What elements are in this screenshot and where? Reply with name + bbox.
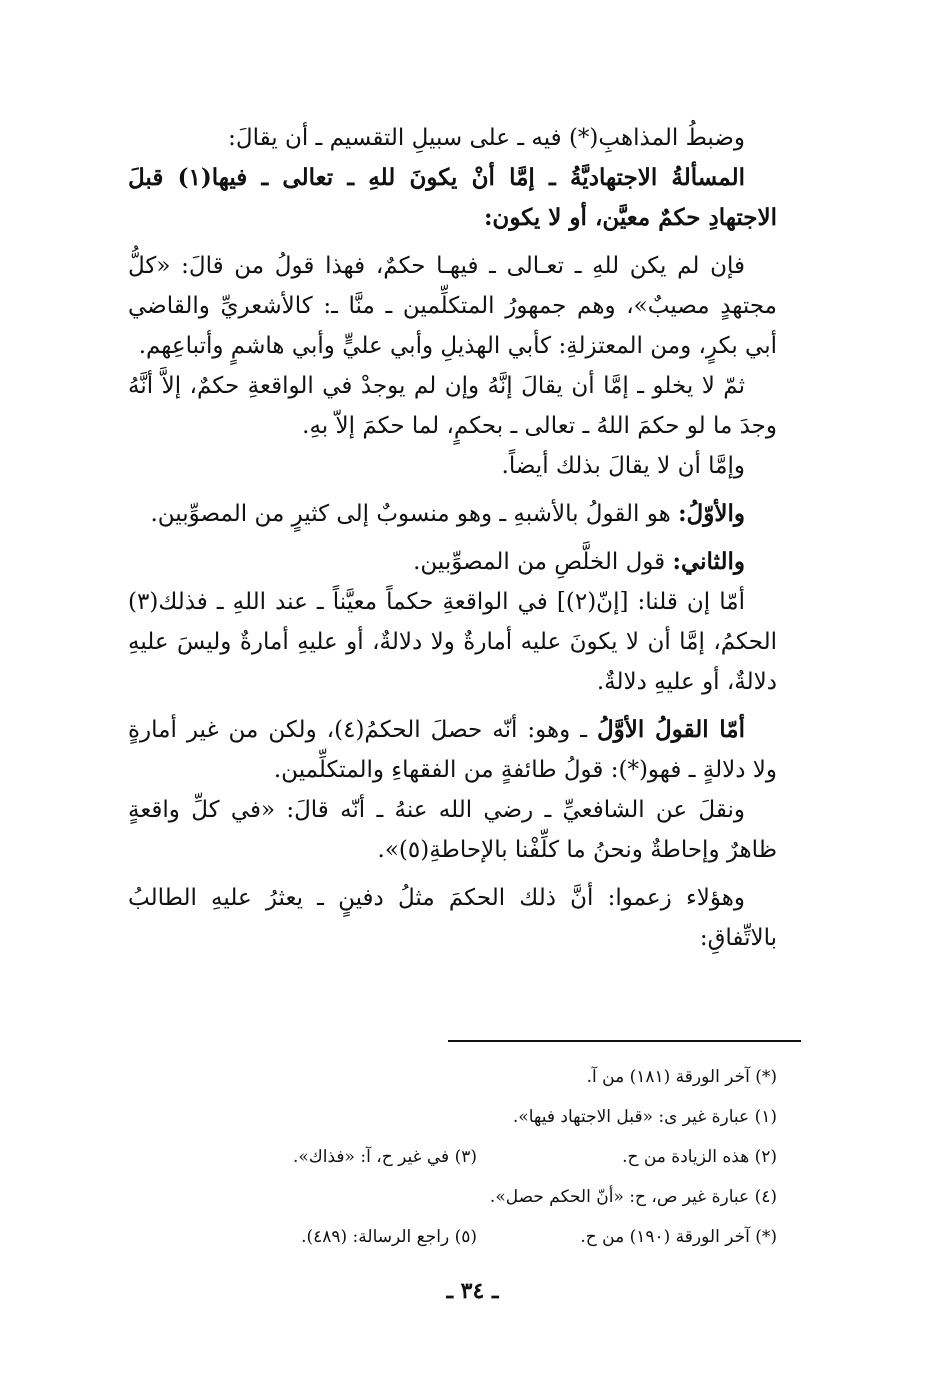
main-text	[128, 118, 777, 958]
paragraph-7-text: قول الخلَّصِ من المصوِّبين.	[413, 549, 673, 575]
paragraph-10: ونقلَ عن الشافعيِّ ـ رضي الله عنهُ ـ أنّه قالَ: «في كلِّ واقعةٍ ظاهرٌ وإحاطةٌ ونحنُ ما كلِّفْنا بالإحاطةِ(٥)».	[128, 797, 777, 863]
footnotes	[200, 1057, 777, 1257]
term-second: والثاني:	[672, 548, 745, 575]
paragraph-9	[128, 710, 777, 790]
footnote-row-2-3	[200, 1137, 777, 1177]
paragraph-7	[128, 542, 777, 582]
paragraph-3: فإن لم يكن للهِ ـ تعـالى ـ فيهـا حكمٌ، فهذا قولُ من قالَ: «كلُّ مجتهدٍ مصيبٌ»، وهم جمهورُ المتكلِّمين ـ منَّا ـ: كالأشعريِّ والقاضي أبي بكرٍ، ومن المعتزلةِ: كأبي الهذيلِ وأبي عليٍّ وأبي هاشمٍ وأتباعِهم.	[128, 253, 777, 359]
term-first-opinion: أمّا القولُ الأوَّلُ	[596, 716, 746, 743]
footnote-separator	[448, 1040, 801, 1042]
footnote-star-2: (*) آخر الورقة (١٩٠) من ح.	[580, 1227, 777, 1247]
footnote-3: (٣) في غير ح، آ: «فذاك».	[292, 1147, 477, 1167]
footnote-star-1: (*) آخر الورقة (١٨١) من آ.	[586, 1067, 777, 1087]
footnote-5: (٥) راجع الرسالة: (٤٨٩).	[301, 1227, 477, 1247]
paragraph-11: وهؤلاء زعموا: أنَّ ذلك الحكمَ مثلُ دفينٍ ـ يعثرُ عليهِ الطالبُ بالاتِّفاقِ:	[128, 885, 777, 951]
term-first: والأوّلُ:	[678, 500, 745, 527]
paragraph-4: ثمّ لا يخلو ـ إمَّا أن يقالَ إنَّهُ وإن لم يوجدْ في الواقعةِ حكمٌ، إلاَّ أنَّهُ وجدَ ما لو حكمَ اللهُ ـ تعالى ـ بحكمٍ، لما حكمَ إلاّ بهِ.	[128, 373, 777, 439]
paragraph-8: أمّا إن قلنا: [إنّ(٢)] في الواقعةِ حكماً معيَّناً ـ عند اللهِ ـ فذلك(٣) الحكمُ، إمَّا أن لا يكونَ عليه أمارةٌ ولا دلالةٌ، أو عليهِ أمارةٌ وليسَ عليهِ دلالةٌ، أو عليهِ دلالةٌ.	[128, 589, 777, 695]
page-number: ـ ٣٤ ـ	[446, 1278, 499, 1304]
paragraph-6-text: هو القولُ بالأشبهِ ـ وهو منسوبٌ إلى كثيرٍ من المصوِّبين.	[150, 501, 679, 527]
paragraph-2: المسألةُ الاجتهاديَّةُ ـ إمَّا أنْ يكونَ للهِ ـ تعالى ـ فيها(١) قبلَ الاجتهادِ حكمٌ معيَّن، أو لا يكون:	[128, 164, 777, 231]
paragraph-6	[128, 494, 777, 534]
paragraph-1: وضبطُ المذاهبِ(*) فيه ـ على سبيلِ التقسيم ـ أن يقالَ:	[228, 125, 745, 151]
footnote-4: (٤) عبارة غير ص، ح: «أنّ الحكم حصل».	[489, 1187, 777, 1207]
paragraph-9-text: ـ وهو: أنّه حصلَ الحكمُ(٤)، ولكن من غير أمارةٍ ولا دلالةٍ ـ فهو(*): قولُ طائفةٍ من الفقهاءِ والمتكلِّمين.	[128, 717, 777, 783]
footnote-1: (١) عبارة غير ى: «قبل الاجتهاد فيها».	[512, 1107, 777, 1127]
footnote-row-star-5	[200, 1217, 777, 1257]
paragraph-5: وإمَّا أن لا يقالَ بذلك أيضاً.	[501, 453, 745, 479]
footnote-2: (٢) هذه الزيادة من ح.	[622, 1147, 777, 1167]
